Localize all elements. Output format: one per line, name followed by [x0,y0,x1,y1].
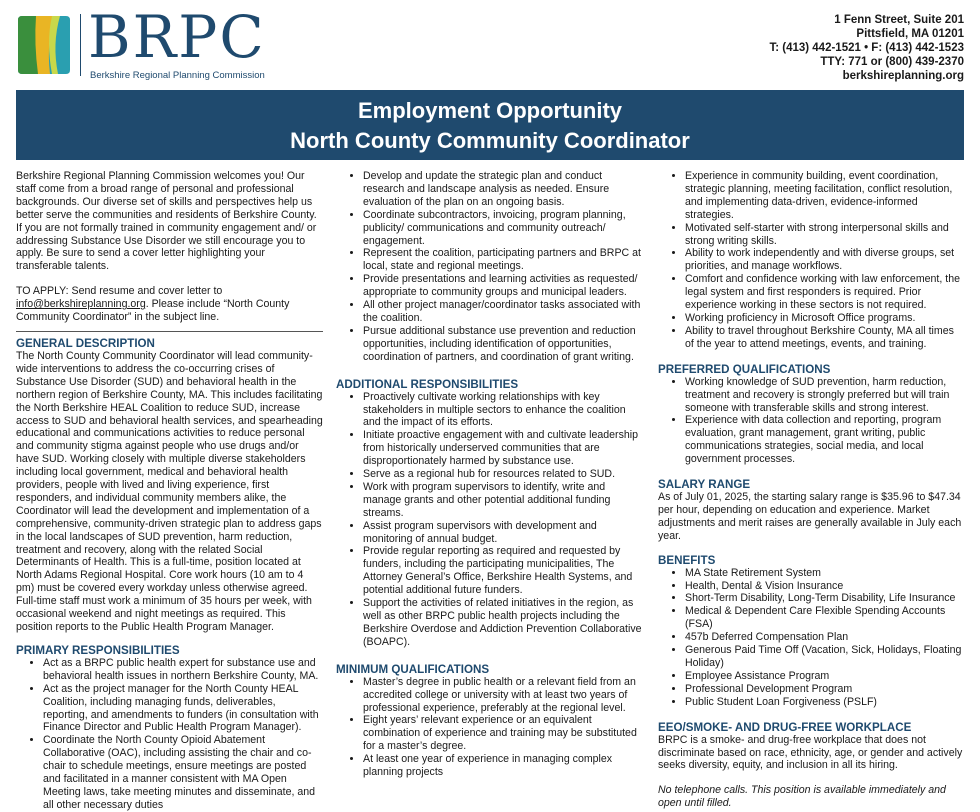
minimum-qualifications-list-continued [658,170,964,351]
list-item: • Represent the coalition, participating partners and BRPC at local, state and regional meetings. [363,247,644,273]
list-item: • Working knowledge of SUD prevention, harm reduction, treatment and recovery is strongly preferred but will train someone with transferable skills and strong interest. [685,376,964,415]
list-item: • Provide regular reporting as required and requested by funders, including the participating municipalities, The Attorney General’s Office, Berkshire Health Systems, and potential additional future funders. [363,545,644,597]
salary-range-heading: SALARY RANGE [658,478,751,492]
preferred-qualifications-list [658,376,964,466]
eeo-heading: EEO/SMOKE- AND DRUG-FREE WORKPLACE [658,720,912,734]
brand-wordmark: BRPC [88,3,266,71]
phone-fax: T: (413) 442-1521 • F: (413) 442-1523 [769,42,964,54]
list-item: • Comfort and confidence working with law enforcement, the legal system and first responders is required. Prior experience working in these sectors is not required. [685,273,964,312]
general-description-heading: GENERAL DESCRIPTION [16,336,155,350]
list-item: • Health, Dental & Vision Insurance [685,580,964,593]
list-item: • Support the activities of related initiatives in the region, as well as other BRPC public health projects including the Berkshire Overdose and Addiction Prevention Collaborative (BOAPC). [363,597,644,649]
apply-suffix: . Please include “North County Community Coordinator” in the subject line. [16,298,290,324]
minimum-qualifications-heading: MINIMUM QUALIFICATIONS [336,662,490,676]
banner-title: Employment Opportunity [358,98,622,123]
primary-responsibilities-heading: PRIMARY RESPONSIBILITIES [16,643,180,657]
column-1 [16,170,323,812]
list-item: • Ability to work independently and with diverse groups, set priorities, and manage workflows. [685,247,964,273]
benefits-heading: BENEFITS [658,553,716,567]
list-item: • Assist program supervisors with development and monitoring of annual budget. [363,520,644,546]
list-item: • Eight years’ relevant experience or an equivalent combination of experience and training may be substituted for a master’s degree. [363,714,644,753]
additional-responsibilities-list [336,391,644,649]
brpc-logo-icon [16,14,72,76]
address-line-1: 1 Fenn Street, Suite 201 [834,14,964,26]
list-item: • Motivated self-starter with strong interpersonal skills and strong writing skills. [685,222,964,248]
list-item: • Coordinate the North County Opioid Abatement Collaborative (OAC), including assisting the chair and co-chair to schedule meetings, ensure meetings are posted and facilitated in a manner consistent with MA Open Meeting laws, take meeting minutes and disseminate, and all other necessary duties [43,734,323,811]
list-item: • Public Student Loan Forgiveness (PSLF) [685,696,964,709]
section-divider [16,331,323,332]
brand-subtitle: Berkshire Regional Planning Commission [90,70,265,81]
list-item: • Short-Term Disability, Long-Term Disability, Life Insurance [685,592,964,605]
list-item: • Develop and update the strategic plan and conduct research and landscape analysis as needed. Ensure evaluation of the plan on an ongoing basis. [363,170,644,209]
closing-note: No telephone calls. This position is available immediately and open until filled. [658,784,946,810]
tty-line: TTY: 771 or (800) 439-2370 [820,56,964,68]
primary-responsibilities-list [16,657,323,812]
address-line-2: Pittsfield, MA 01201 [856,28,964,40]
column-2 [336,170,644,779]
list-item: • Work with program supervisors to identify, write and manage grants and other potential additional funding streams. [363,481,644,520]
list-item: • 457b Deferred Compensation Plan [685,631,964,644]
list-item: • Master’s degree in public health or a relevant field from an accredited college or university with at least two years of professional experience, preferably at the regional level. [363,676,644,715]
list-item: • Professional Development Program [685,683,964,696]
primary-responsibilities-list-continued [336,170,644,364]
list-item: • Ability to travel throughout Berkshire County, MA all times of the year to attend meetings, events, and training. [685,325,964,351]
list-item: • Medical & Dependent Care Flexible Spending Accounts (FSA) [685,605,964,631]
list-item: • MA State Retirement System [685,567,964,580]
apply-email-link[interactable]: info@berkshireplanning.org [16,298,146,311]
logo-divider [80,14,81,76]
list-item: • Pursue additional substance use prevention and reduction opportunities, including identification of opportunities, coordination of partners, and coordination of grant writing. [363,325,644,364]
list-item: • Working proficiency in Microsoft Office programs. [685,312,964,325]
eeo-text: BRPC is a smoke- and drug-free workplace that does not discriminate based on race, ethnicity, age, or gender and actively seeks diversity, equity, and inclusion in all its hiring. [658,733,963,772]
additional-responsibilities-heading: ADDITIONAL RESPONSIBILITIES [336,377,519,391]
banner-subtitle: North County Community Coordinator [290,128,690,153]
intro-welcome: Berkshire Regional Planning Commission welcomes you! Our staff come from a broad range of personal and professional backgrounds. Our diverse set of skills and perspectives help us better serve the communities and residents of Berkshire County. If you are not formally trained in community engagement and/ or addressing Substance Use Disorder we still encourage you to apply. Be sure to send a cover letter highlighting your transferable talents. [16,170,317,273]
list-item: • Act as the project manager for the North County HEAL Coalition, including managing funds, deliverables, reporting, and amendments to funders (in consultation with Finance Director and Public Health Program Manager). [43,683,323,735]
letterhead [0,0,980,90]
website: berkshireplanning.org [842,70,964,82]
list-item: • Provide presentations and learning activities as requested/ appropriate to community groups and municipal leaders. [363,273,644,299]
benefits-list [658,567,964,709]
apply-prefix: TO APPLY: Send resume and cover letter to [16,285,223,298]
minimum-qualifications-list [336,676,644,779]
list-item: • Experience with data collection and reporting, program evaluation, grant management, grant writing, public communications strategies, social media, and local government processes. [685,414,964,466]
apply-instructions [16,285,323,324]
list-item: • Serve as a regional hub for resources related to SUD. [363,468,644,481]
list-item: • Act as a BRPC public health expert for substance use and behavioral health issues in northern Berkshire County, MA. [43,657,323,683]
column-3 [658,170,964,810]
title-banner [16,90,964,160]
salary-range-text: As of July 01, 2025, the starting salary range is $35.96 to $47.34 per hour, depending on education and experience. Market adjustments and merit raises are generally available in July each year. [658,491,962,542]
list-item: • Initiate proactive engagement with and cultivate leadership from historically underserved communities that are disproportionately harmed by substance use. [363,429,644,468]
list-item: • At least one year of experience in managing complex planning projects [363,753,644,779]
list-item: • Generous Paid Time Off (Vacation, Sick, Holidays, Floating Holiday) [685,644,964,670]
list-item: • Employee Assistance Program [685,670,964,683]
preferred-qualifications-heading: PREFERRED QUALIFICATIONS [658,362,831,376]
contact-block [769,13,964,83]
list-item: • Experience in community building, event coordination, strategic planning, meeting facilitation, conflict resolution, and implementing data-driven, evidence-informed strategies. [685,170,964,222]
general-description-text: The North County Community Coordinator will lead community-wide interventions to address the co-occurring crises of Substance Use Disorder (SUD) and behavioral health in the northern region of Berkshire County, MA. This includes facilitating the North Berkshire HEAL Coalition to reduce SUD, increase access to SUD and behavioral health services, and spearheading educational and communications activities to reduce personal and community stigma against people who use drugs and/or have SUD. Working closely with multiple diverse stakeholders including local government, medical and behavioral health providers, people with lived and living experience, first responders, and individual community members alike, the Coordinator will lead the development and implementation of a comprehensive, community-driven strategic plan to address gaps in the local landscapes of SUD prevention, harm reduction, treatment and recovery, along with the related Social Determinants of Health. This is a full-time, position located at North Adams Regional Hospital. Core work hours (10 am to 4 pm) must be covered every workday unless otherwise agreed. Full-time staff must work a minimum of 35 hours per week, with occasional weekend and night meetings as required. This position reports to the Public Health Program Manager. [16,349,323,633]
list-item: • All other project manager/coordinator tasks associated with the coalition. [363,299,644,325]
list-item: • Coordinate subcontractors, invoicing, program planning, publicity/ communications and community outreach/ engagement. [363,209,644,248]
list-item: • Proactively cultivate working relationships with key stakeholders in multiple sectors to enhance the coalition and the impact of its efforts. [363,391,644,430]
